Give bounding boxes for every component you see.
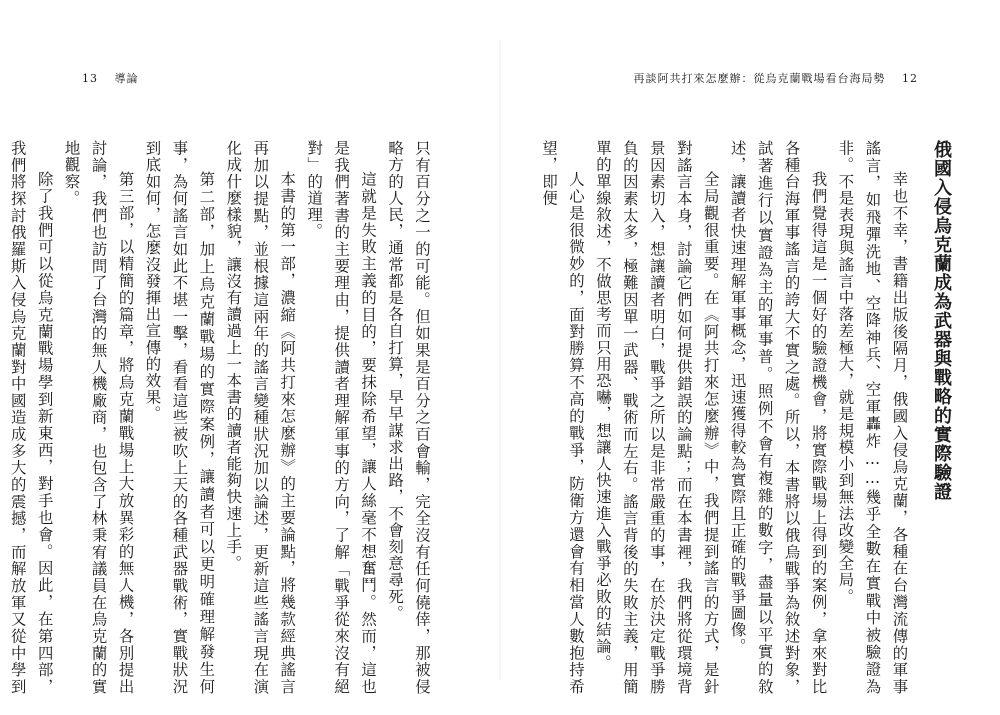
body-paragraph: 除了我們可以從烏克蘭戰場學到新東西，對手也會。因此，在第四部，我們將探討俄羅斯入侵烏克蘭對中國造成多大的震撼，而解放軍又從中學到 [8,140,54,695]
left-page-number: 13 [82,72,98,85]
body-paragraph: 我們覺得這是一個好的驗證機會，將實際戰場上得到的案例，拿來對比各種台海軍事謠言的誇大不實之處。所以，本書將以俄烏戰爭為敘述對象，試著進行以實證為主的軍事普。照例不會有複雜的數字，盡量以平實的敘述，讓讀者快速理解軍事概念，迅速獲得較為實際且正確的戰爭圖像。 [728,140,828,695]
left-running-header [70,70,139,86]
section-heading: 俄國入侵烏克蘭成為武器與戰略的實際驗證 [931,140,952,501]
body-paragraph: 本書的第一部，濃縮《阿共打來怎麼辦》的主要論點，將幾款經典謠言再加以提點，並根據這兩年的謠言變種狀況加以論述，更新這些謠言現在演化成什麼樣貌，讓沒有讀過上一本書的讀者能夠快速上手。 [224,140,297,695]
body-paragraph: 人心是很微妙的，面對勝算不高的戰爭，防衛方還會有相當人數抱持希望，即便 [540,140,585,695]
right-page-number: 12 [902,72,918,85]
right-page [500,0,1000,715]
right-running-title: 再談阿共打來怎麼辦：從烏克蘭戰場看台海局勢 [633,72,886,85]
right-running-header [634,70,931,86]
body-paragraph: 第二部，加上烏克蘭戰場的實際案例，讓讀者可以更明確理解發生何事，為何謠言如此不堪一擊，看看這些被吹上天的各種武器戰術，實戰狀況到底如何，怎麼沒發揮出宣傳的效果。 [143,140,216,695]
left-body-text [8,140,435,695]
right-body-text [540,140,952,695]
body-paragraph: 幸也不幸，書籍出版後隔月，俄國入侵烏克蘭，各種在台灣流傳的軍事謠言，如飛彈洗地、空降神兵、空軍轟炸……幾乎全數在實戰中被驗證為非。不是表現與謠言中落差極大，就是規模小到無法改變全局。 [836,140,909,695]
body-paragraph: 第三部，以精簡的篇章，將烏克蘭戰場上大放異彩的無人機，各別提出討論，我們也訪問了台灣的無人機廠商，也包含了林秉宥議員在烏克蘭的實地觀察。 [62,140,135,695]
body-paragraph: 只有百分之一的可能。但如果是百分之百會輸，完全沒有任何僥倖，那被侵略方的人民，通常都是各自打算，早早謀求出路，不會刻意尋死。 [386,140,431,695]
left-section-label: 導論 [114,72,139,85]
body-paragraph: 全局觀很重要。在《阿共打來怎麼辦》中，我們提到謠言的方式，是針對謠言本身，討論它們如何提供錯誤的論點；而在本書裡，我們將從環境背景因素切入，想讓讀者明白，戰爭之所以是非常嚴重的事，在於決定戰爭勝負的因素太多，極難因單一武器、戰術而左右。謠言背後的失敗主義，用簡單的單線敘述，不做思考而只用恐嚇，想讓人快速進入戰爭必敗的結論。 [593,140,720,695]
body-paragraph: 這就是失敗主義的目的，要抹除希望，讓人絲毫不想奮鬥。然而，這也是我們著書的主要理由，提供讀者理解軍事的方向，了解「戰爭從來沒有絕對」的道理。 [305,140,378,695]
